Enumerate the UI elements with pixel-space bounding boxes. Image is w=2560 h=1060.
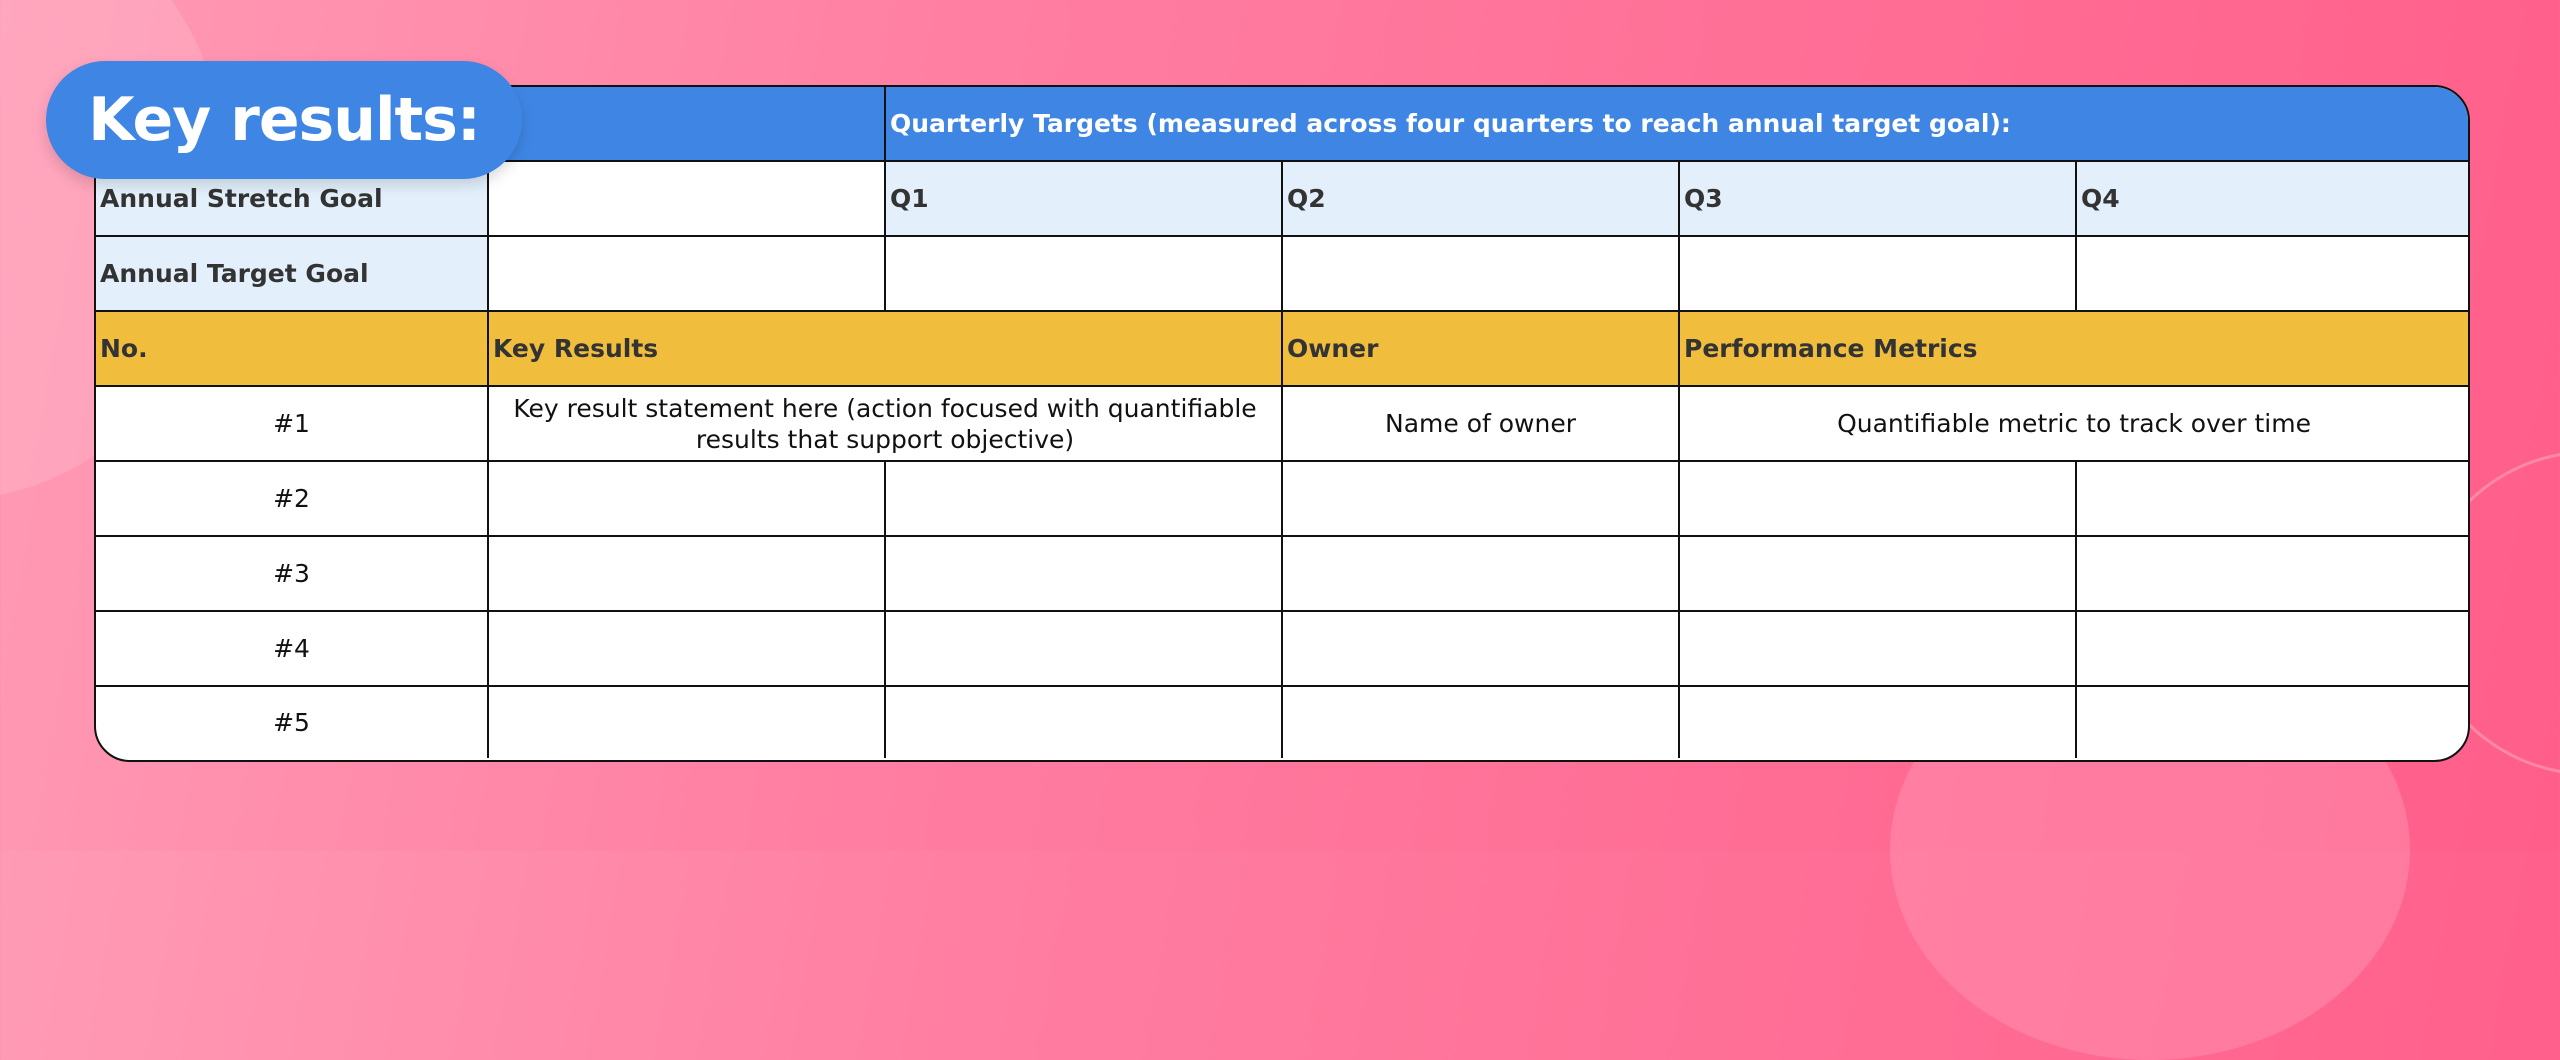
row-number: #5 [96, 686, 488, 758]
stretch-goal-value-cell[interactable] [488, 161, 885, 236]
target-goal-value-cell[interactable] [488, 236, 885, 311]
table-cell[interactable] [1679, 686, 2076, 758]
table-cell[interactable] [1282, 536, 1679, 611]
owner-header: Owner [1282, 311, 1679, 386]
results-header-row [96, 311, 2468, 386]
row-number: #4 [96, 611, 488, 686]
annual-target-goal-label: Annual Target Goal [96, 236, 488, 311]
q1-header: Q1 [885, 161, 1282, 236]
row-number: #3 [96, 536, 488, 611]
q4-header: Q4 [2076, 161, 2468, 236]
q1-target-cell[interactable] [885, 236, 1282, 311]
key-results-header: Key Results [488, 311, 1282, 386]
table-row [96, 536, 2468, 611]
q2-header: Q2 [1282, 161, 1679, 236]
q3-header: Q3 [1679, 161, 2076, 236]
table-row [96, 686, 2468, 758]
no-header: No. [96, 311, 488, 386]
page-title: Key results: [88, 85, 480, 155]
table-cell[interactable] [885, 686, 1282, 758]
row-number: #2 [96, 461, 488, 536]
table-cell[interactable] [1282, 611, 1679, 686]
table-cell[interactable] [885, 461, 1282, 536]
owner-cell[interactable]: Name of owner [1282, 386, 1679, 461]
table-cell[interactable] [488, 461, 885, 536]
q2-target-cell[interactable] [1282, 236, 1679, 311]
table-cell[interactable] [2076, 611, 2468, 686]
annual-stretch-goal-label: Annual Stretch Goal [96, 161, 488, 236]
target-goal-row [96, 236, 2468, 311]
table-cell[interactable] [1679, 536, 2076, 611]
table-cell[interactable] [488, 611, 885, 686]
row-number: #1 [96, 386, 488, 461]
table-cell[interactable] [885, 536, 1282, 611]
table-cell[interactable] [488, 686, 885, 758]
key-results-card [94, 85, 2470, 762]
table-row [96, 461, 2468, 536]
performance-metrics-header: Performance Metrics [1679, 311, 2468, 386]
table-row [96, 611, 2468, 686]
table-cell[interactable] [1679, 611, 2076, 686]
table-cell[interactable] [1679, 461, 2076, 536]
quarterly-targets-header: Quarterly Targets (measured across four quarters to reach annual target goal): [885, 87, 2468, 161]
table-cell[interactable] [2076, 461, 2468, 536]
table-cell[interactable] [2076, 686, 2468, 758]
table-cell[interactable] [1282, 686, 1679, 758]
table-cell[interactable] [488, 536, 885, 611]
key-results-table [96, 87, 2468, 758]
title-pill [46, 61, 522, 179]
table-cell[interactable] [885, 611, 1282, 686]
table-row [96, 386, 2468, 461]
q3-target-cell[interactable] [1679, 236, 2076, 311]
table-cell[interactable] [2076, 536, 2468, 611]
metric-cell[interactable]: Quantifiable metric to track over time [1679, 386, 2468, 461]
q4-target-cell[interactable] [2076, 236, 2468, 311]
key-result-cell[interactable]: Key result statement here (action focused with quantifiable results that support objective) [488, 386, 1282, 461]
table-cell[interactable] [1282, 461, 1679, 536]
